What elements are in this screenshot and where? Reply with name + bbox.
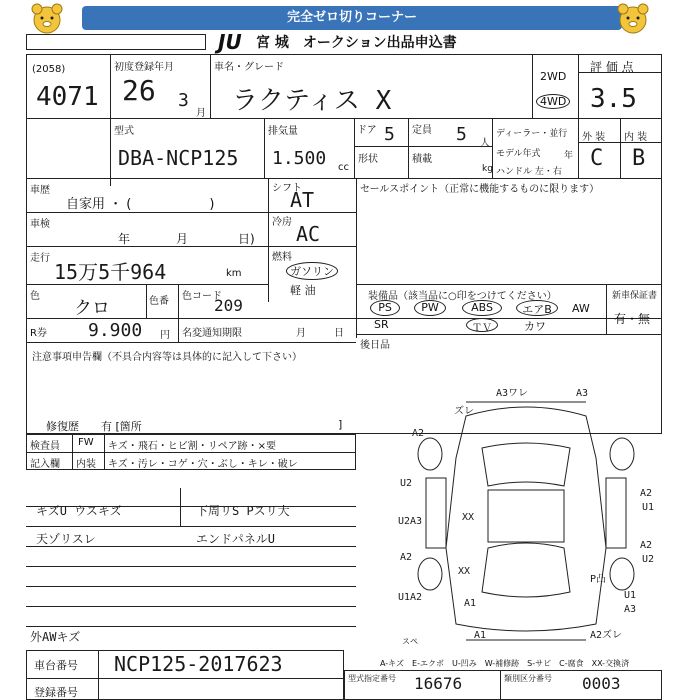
mileage-value: 15万5千964 — [54, 260, 167, 284]
usage-value: 自家用 ・ ( ) — [66, 197, 215, 212]
legend: A-キズ E-エクボ U-凹み W-補修跡 S-サビ C-腐食 XX-交換済 — [380, 659, 630, 668]
mark-left-u1a2: U1A2 — [398, 592, 423, 603]
usage-label: 車歴 — [30, 185, 50, 196]
note-right-2: エンドパネルU — [196, 532, 275, 546]
registration-month-unit: 月 — [196, 108, 206, 119]
mark-left-u2: U2 — [400, 478, 413, 489]
checker-row1: キズ・飛石・ヒビ割・リペア跡・×要 — [108, 441, 276, 452]
model-value: DBA-NCP125 — [118, 146, 239, 170]
mark-left-a2: A2 — [412, 428, 425, 439]
equipment-abs: ABS — [462, 300, 502, 316]
dealer-label: ディーラー・並行 — [496, 129, 568, 139]
note-left-2: 天ゾリスレ — [36, 532, 96, 546]
designation-label-1: 型式指定番号 — [348, 674, 396, 683]
mark-left-a2-2: A2 — [400, 552, 413, 563]
name-change-month: 月 — [296, 328, 306, 339]
mark-right-a3: A3 — [624, 604, 637, 615]
mark-right-u1: U1 — [642, 502, 655, 513]
checker-row2: キズ・汚レ・コゲ・穴・ぶし・キレ・破レ — [108, 459, 298, 470]
note-left-1: キズU ウスキズ — [36, 504, 122, 518]
note-bottom: 外AWキズ — [30, 630, 81, 644]
fuel-gasoline: ガソリン — [286, 262, 338, 280]
mark-right-a2-2: A2 — [640, 540, 653, 551]
car-damage-diagram — [396, 398, 656, 644]
checker-row1-tag: FW — [78, 437, 94, 448]
equipment-leather: カワ — [524, 320, 546, 333]
designation-label-2: 類別区分番号 — [504, 674, 552, 683]
chassis-label: 車台番号 — [34, 659, 78, 672]
color-code: 209 — [214, 296, 243, 315]
doors-value: 5 — [384, 124, 395, 145]
recycle-value: 9.900 — [88, 320, 143, 341]
grade-score: 3.5 — [590, 84, 637, 114]
mileage-label: 走行 — [30, 253, 50, 264]
shift-label: シフト — [272, 183, 302, 194]
mark-right-u2: U2 — [642, 554, 655, 565]
displacement-value: 1.500 — [272, 148, 327, 169]
displacement-label: 排気量 — [268, 126, 298, 137]
header-grid — [26, 34, 206, 50]
inspection-day: 日) — [238, 232, 255, 246]
recycle-label: R券 — [30, 328, 47, 339]
handle-label: ハンドル 左・右 — [496, 167, 562, 177]
equipment-label: 装備品（該当品に○印をつけてください） — [368, 291, 557, 302]
equipment-sr: SR — [374, 318, 389, 331]
doors-label: ドア — [357, 125, 377, 136]
lot-number: 4071 — [36, 82, 99, 112]
drive-2wd: 2WD — [540, 70, 567, 83]
mark-bottom-a2-shift: A2ズレ — [590, 630, 623, 641]
displacement-unit: cc — [338, 162, 349, 173]
shift-value: AT — [290, 188, 315, 212]
drive-4wd: 4WD — [536, 94, 570, 109]
fuel-label: 燃料 — [272, 252, 292, 263]
mark-center-xx-1: XX — [462, 512, 475, 523]
registration-no-label: 登録番号 — [34, 686, 78, 699]
mascot-left-icon — [26, 2, 68, 36]
checker-row2-tag: 内装 — [76, 459, 96, 470]
inspection-year: 年 — [118, 232, 131, 246]
mark-bottom-a1: A1 — [474, 630, 487, 641]
interior-label: 内 装 — [624, 132, 648, 143]
name-change-label: 名変通知期限 — [182, 328, 242, 339]
model-label: 型式 — [114, 126, 134, 137]
tire-label: 新車保証書 — [612, 291, 658, 301]
inspection-label: 車検 — [30, 219, 50, 230]
capacity-label: 定員 — [412, 125, 432, 136]
equipment-ps: PS — [370, 300, 400, 316]
notes-label: 注意事項申告欄（不具合内容等は具体的に記入して下さい） — [32, 352, 302, 363]
mark-right-dent: P凸 — [590, 574, 607, 585]
name-change-day: 日 — [334, 328, 344, 339]
equipment-aw: AW — [572, 302, 590, 315]
model-year-label: モデル年式 — [496, 149, 541, 159]
exterior-grade: C — [590, 146, 604, 171]
designation-value-1: 16676 — [414, 674, 463, 693]
car-name-value: ラクティス X — [232, 86, 392, 116]
tire-value: 有・無 — [614, 312, 651, 326]
repair-history: 修復歴 有 [箇所 — [46, 420, 142, 433]
designation-value-2: 0003 — [582, 674, 621, 693]
mark-top-a3-crack: A3ワレ — [496, 388, 529, 399]
load-unit: kg — [482, 164, 493, 174]
aircon-label: 冷房 — [272, 217, 292, 228]
mark-left-u2a3: U2A3 — [398, 516, 423, 527]
capacity-unit: 人 — [480, 138, 490, 149]
color-code-label2: 色コード — [182, 291, 222, 302]
aircon-value: AC — [296, 222, 321, 246]
grade-label: 評 価 点 — [590, 60, 634, 74]
recycle-unit: 円 — [160, 330, 170, 341]
sales-points-label: セールスポイント（正常に機能するものに限ります） — [360, 184, 600, 195]
fuel-diesel: 軽 油 — [290, 284, 316, 297]
mark-right-a2: A2 — [640, 488, 653, 499]
banner-title: 完全ゼロ切りコーナー — [82, 6, 622, 30]
color-code-label: 色番 — [149, 296, 169, 307]
mark-top-a3: A3 — [576, 388, 589, 399]
registration-month: 3 — [178, 90, 189, 111]
equipment-pw: PW — [414, 300, 446, 316]
mark-top-shift: ズレ — [454, 406, 474, 417]
equipment-airbag: エアB — [516, 300, 558, 316]
note-right-1: 下周リS Pスリ大 — [196, 504, 290, 518]
interior-grade: B — [632, 146, 646, 171]
registration-label: 初度登録年月 — [114, 62, 174, 73]
shape-label: 形状 — [358, 154, 378, 165]
mark-spare: スペ — [402, 637, 418, 646]
checker-label-1: 検査員 — [30, 441, 60, 452]
repair-history-close: ] — [338, 418, 343, 431]
mileage-unit: km — [226, 268, 242, 279]
chassis-value: NCP125-2017623 — [114, 652, 283, 676]
header-logo: JU — [218, 30, 242, 54]
checker-label-2: 記入欄 — [30, 459, 60, 470]
color-value: クロ — [74, 298, 110, 319]
exterior-label: 外 装 — [582, 132, 606, 143]
model-year-unit: 年 — [564, 151, 574, 161]
rear-seat-label: 後日品 — [360, 340, 390, 351]
mark-center-xx-2: XX — [458, 566, 471, 577]
header-title: 宮 城 オークション出品申込書 — [256, 35, 457, 51]
equipment-tv: ＴＶ — [466, 318, 498, 332]
color-label: 色 — [30, 291, 40, 302]
capacity-value: 5 — [456, 124, 467, 145]
car-name-label: 車名・グレード — [214, 62, 284, 73]
lot-ref: (2058) — [32, 64, 66, 75]
mascot-right-icon — [612, 2, 654, 36]
inspection-month: 月 — [176, 232, 189, 246]
registration-year: 26 — [122, 74, 156, 107]
load-label: 積載 — [412, 154, 432, 165]
mark-center-a1: A1 — [464, 598, 477, 609]
mark-right-u1-2: U1 — [624, 590, 637, 601]
